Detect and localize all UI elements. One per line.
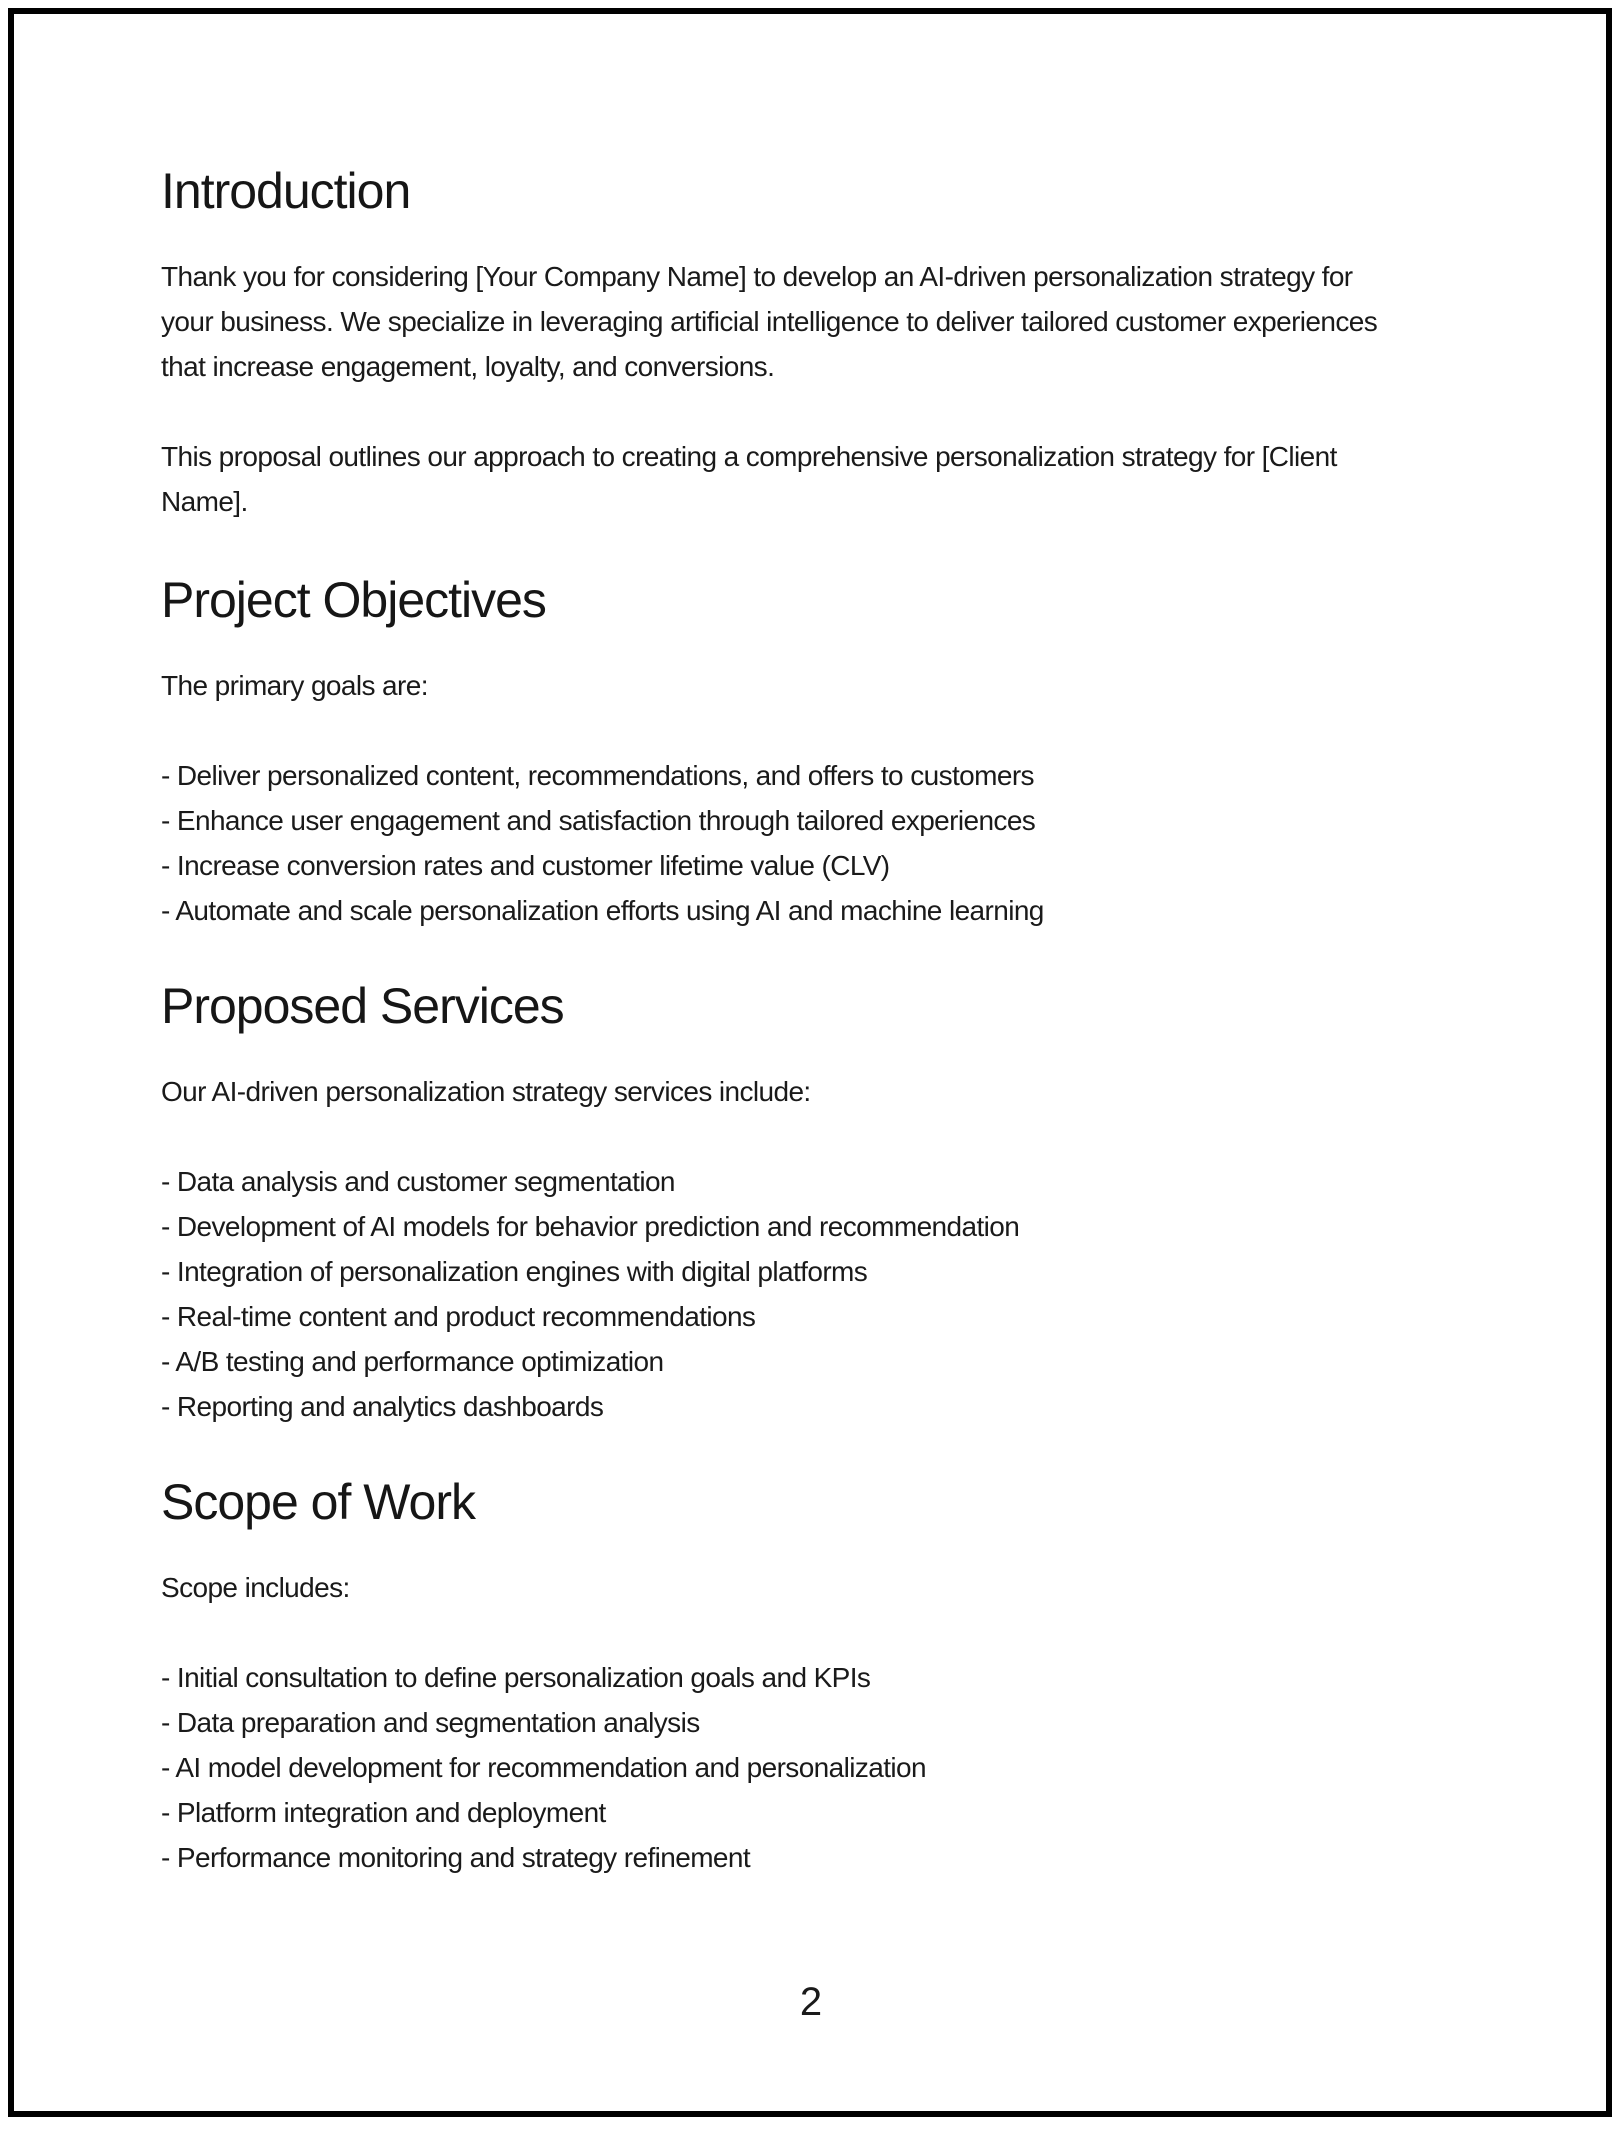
list-item: - Automate and scale personalization efforts using AI and machine learning xyxy=(161,895,1044,926)
section-scope-of-work xyxy=(161,1471,1522,1880)
objectives-lead: The primary goals are: xyxy=(161,670,428,701)
services-list xyxy=(161,1159,1522,1429)
heading-proposed-services: Proposed Services xyxy=(161,978,564,1034)
text-line: Thank you for considering [Your Company Name] to develop an AI-driven personalization strategy for xyxy=(161,261,1353,292)
list-item: - Data analysis and customer segmentation xyxy=(161,1166,675,1197)
scope-lead: Scope includes: xyxy=(161,1572,350,1603)
list-item: - Initial consultation to define personalization goals and KPIs xyxy=(161,1662,871,1693)
list-item: - Enhance user engagement and satisfaction through tailored experiences xyxy=(161,805,1036,836)
list-item: - Integration of personalization engines with digital platforms xyxy=(161,1256,868,1287)
text-line: your business. We specialize in leveraging artificial intelligence to deliver tailored customer experiences xyxy=(161,306,1378,337)
list-item: - Platform integration and deployment xyxy=(161,1797,606,1828)
page-number: 2 xyxy=(799,1980,823,2024)
section-project-objectives xyxy=(161,569,1522,933)
list-item: - Data preparation and segmentation analysis xyxy=(161,1707,700,1738)
section-introduction xyxy=(161,160,1522,524)
text-line: This proposal outlines our approach to creating a comprehensive personalization strategy for [Client xyxy=(161,441,1337,472)
objectives-list xyxy=(161,753,1522,933)
list-item: - Reporting and analytics dashboards xyxy=(161,1391,604,1422)
list-item: - Real-time content and product recommendations xyxy=(161,1301,756,1332)
heading-project-objectives: Project Objectives xyxy=(161,572,546,628)
list-item: - Deliver personalized content, recommendations, and offers to customers xyxy=(161,760,1034,791)
list-item: - Increase conversion rates and customer lifetime value (CLV) xyxy=(161,850,890,881)
intro-paragraph-2 xyxy=(161,434,1522,524)
scope-list xyxy=(161,1655,1522,1880)
document-content xyxy=(161,0,1522,1880)
heading-introduction: Introduction xyxy=(161,163,411,219)
list-item: - Development of AI models for behavior prediction and recommendation xyxy=(161,1211,1020,1242)
text-line: that increase engagement, loyalty, and conversions. xyxy=(161,351,775,382)
intro-paragraph-1 xyxy=(161,254,1522,389)
list-item: - AI model development for recommendation and personalization xyxy=(161,1752,926,1783)
text-line: Name]. xyxy=(161,486,248,517)
list-item: - Performance monitoring and strategy refinement xyxy=(161,1842,751,1873)
services-lead: Our AI-driven personalization strategy services include: xyxy=(161,1076,811,1107)
section-proposed-services xyxy=(161,975,1522,1429)
list-item: - A/B testing and performance optimization xyxy=(161,1346,664,1377)
heading-scope-of-work: Scope of Work xyxy=(161,1474,476,1530)
